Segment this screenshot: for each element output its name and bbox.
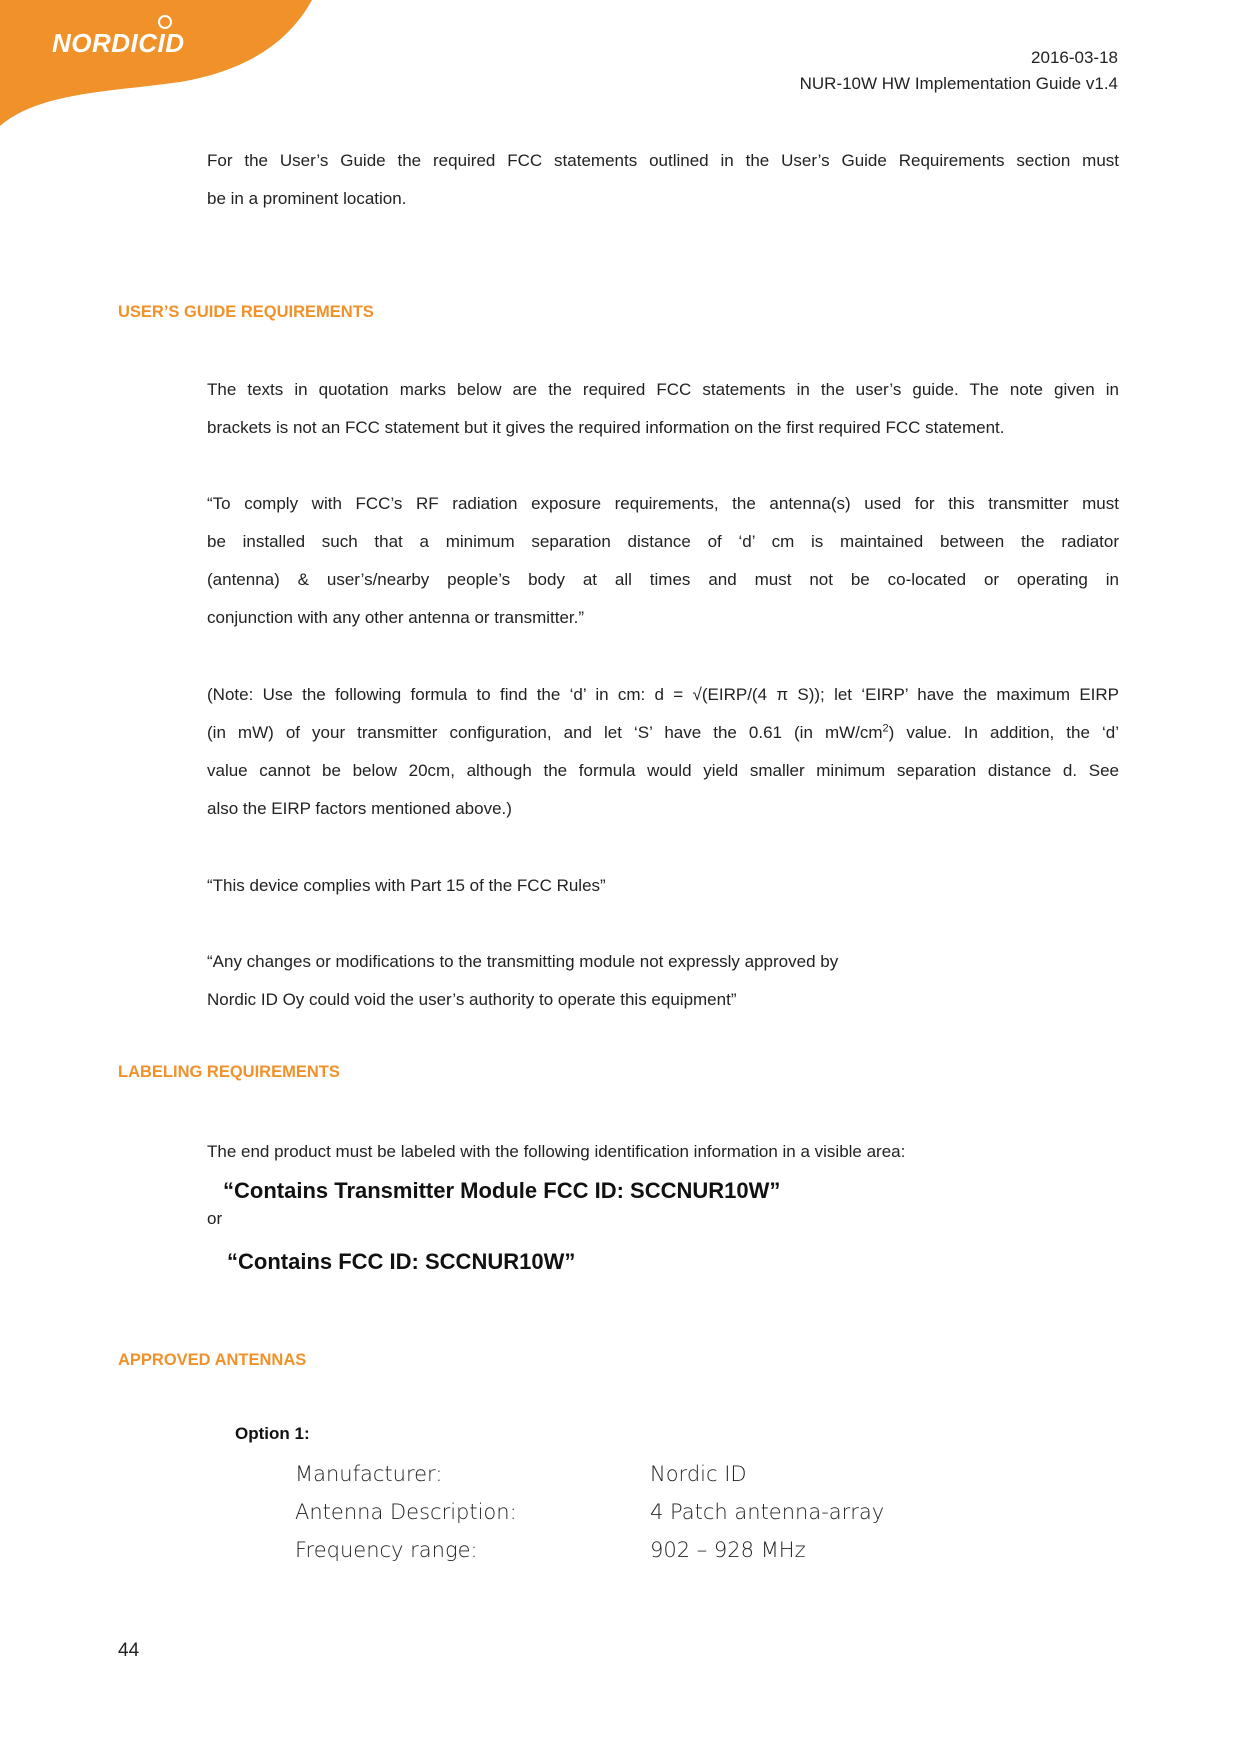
users-guide-intro [207, 371, 1119, 447]
spec-key-manufacturer: Manufacturer: [295, 1462, 443, 1486]
text-line: For the User’s Guide the required FCC statements outlined in the User’s Guide Requirements section must [207, 151, 1119, 170]
superscript: 2 [882, 722, 889, 735]
text-line: be installed such that a minimum separation distance of ‘d’ cm is maintained between the radiator [207, 532, 1119, 551]
text-line: also the EIRP factors mentioned above.) [207, 799, 512, 818]
page-number: 44 [118, 1640, 140, 1661]
text-line: (Note: Use the following formula to find the ‘d’ in cm: d = √(EIRP/(4 π S)); let ‘EIRP’ have the maximum EIRP [207, 685, 1119, 704]
header-date: 2016-03-18 [1031, 48, 1118, 67]
text-line: The texts in quotation marks below are the required FCC statements in the user’s guide. The note given in [207, 380, 1119, 399]
fcc-statement-part15 [207, 867, 1119, 905]
spec-value-frequency-range: 902 – 928 MHz [650, 1538, 806, 1562]
text-fragment: ) value. In addition, the ‘d’ [888, 723, 1119, 742]
intro-paragraph [207, 142, 1119, 218]
text-line: Nordic ID Oy could void the user’s authority to operate this equipment” [207, 990, 737, 1009]
text-line: brackets is not an FCC statement but it gives the required information on the first required FCC statement. [207, 418, 1005, 437]
text-line: value cannot be below 20cm, although the formula would yield smaller minimum separation distance d. See [207, 761, 1119, 780]
section-heading-antennas: APPROVED ANTENNAS [118, 1351, 307, 1369]
brand-logo: NORDICID [52, 28, 185, 58]
section-heading-labeling: LABELING REQUIREMENTS [118, 1063, 340, 1081]
text-fragment: (in mW) of your transmitter configuration, and let ‘S’ have the 0.61 (in mW/cm [207, 723, 883, 742]
labeling-intro: The end product must be labeled with the following identification information in a visible area: [207, 1142, 906, 1161]
text-line: be in a prominent location. [207, 189, 407, 208]
spec-key-frequency-range: Frequency range: [295, 1538, 478, 1562]
text-line: conjunction with any other antenna or transmitter.” [207, 608, 585, 627]
text-line: “Any changes or modifications to the transmitting module not expressly approved by [207, 952, 839, 971]
formula-note [207, 676, 1119, 828]
text-line: “To comply with FCC’s RF radiation exposure requirements, the antenna(s) used for this transmitter must [207, 494, 1119, 513]
text-line [207, 714, 1119, 752]
brand-logo-ring-icon [158, 15, 172, 29]
spec-key-antenna-description: Antenna Description: [295, 1500, 517, 1524]
fcc-statement-modifications [207, 943, 1119, 1019]
option-label: Option 1: [235, 1424, 310, 1443]
fcc-statement-rf-exposure [207, 485, 1119, 637]
spec-value-antenna-description: 4 Patch antenna-array [650, 1500, 885, 1524]
text-line: (antenna) & user’s/nearby people’s body at all times and must not be co-located or operating in [207, 570, 1119, 589]
section-heading-users-guide: USER’S GUIDE REQUIREMENTS [118, 303, 374, 321]
spec-value-manufacturer: Nordic ID [650, 1462, 747, 1486]
label-text-option-2: “Contains FCC ID: SCCNUR10W” [227, 1249, 576, 1274]
header-doc-title: NUR-10W HW Implementation Guide v1.4 [799, 74, 1118, 93]
label-text-option-1: “Contains Transmitter Module FCC ID: SCCNUR10W” [223, 1178, 781, 1203]
text-line: “This device complies with Part 15 of the FCC Rules” [207, 876, 606, 895]
or-text: or [207, 1209, 223, 1228]
